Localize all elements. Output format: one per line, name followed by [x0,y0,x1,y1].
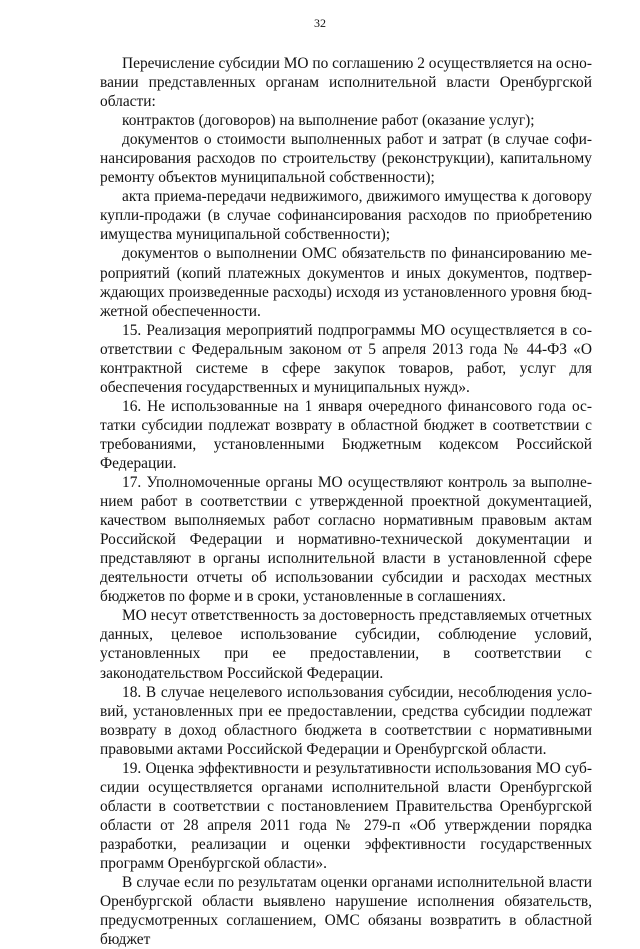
paragraph-item-15: 15. Реализация мероприятий подпрограммы МО осуществляется в соответствии с Федеральным законом от 5 апреля 2013 года № 44-ФЗ «О контрактной системе в сфере закупок товаров, работ, услуг для обеспечения государственных и муниципальных нужд». [100,321,592,396]
paragraph-responsibility: МО несут ответственность за достоверность представляемых отчетных данных, целевое использование субсидии, соблюдение условий, установленных при ее предоставлении, в соответствии с законодательством Российской Федерации. [100,607,592,682]
list-item-contracts: контрактов (договоров) на выполнение работ (оказание услуг); [122,112,535,130]
list-item-obligation-documents: документов о выполнении ОМС обязательств по финансированию мероприятий (копий платежных документов и иных документов, подтверждающих произведенные расходы) исходя из установленного уровня бюджетной обеспеченности. [100,245,592,320]
list-item-cost-documents: документов о стоимости выполненных работ и затрат (в случае софинансирования расходов по строительству (реконструкции), капитальному ремонту объектов муниципальной собственности); [100,131,592,187]
paragraph-item-18: 18. В случае нецелевого использования субсидии, несоблюдения условий, установленных при ее предоставлении, средства субсидии подлежат возврату в доход областного бюджета в соответствии с нормативными правовыми актами Российской Федерации и Оренбургской области. [100,683,592,758]
paragraph-violation: В случае если по результатам оценки органами исполнительной власти Оренбургской области выявлено нарушение исполнения обязательств, предусмотренных соглашением, ОМС обязаны возвратить в областной бюджет [100,874,592,949]
paragraph-item-19: 19. Оценка эффективности и результативности использования МО субсидии осуществляется органами исполнительной власти Оренбургской области в соответствии с постановлением Правительства Оренбургской области от 28 апреля 2011 года № 279-п «Об утверждении порядка разработки, реализации и оценки эффективности государственных программ Оренбургской области». [100,759,592,872]
paragraph-subsidy-transfer: Перечисление субсидии МО по соглашению 2 осуществляется на основании представленных органам исполнительной власти Оренбургской области: [100,55,593,111]
paragraph-item-17: 17. Уполномоченные органы МО осуществляют контроль за выполнением работ в соответствии с утвержденной проектной документацией, качеством выполняемых работ согласно нормативным правовым актам Российской Федерации и нормативно-технической документации и представляют в органы исполнительной власти в установленной сфере деятельности отчеты об использовании субсидии и расходах местных бюджетов по форме и в сроки, установленные в соглашениях. [100,474,592,606]
document-body [100,54,592,949]
list-item-transfer-act: акта приема-передачи недвижимого, движимого имущества к договору купли-продажи (в случае софинансирования расходов по приобретению имущества муниципальной собственности); [100,188,592,244]
paragraph-item-16: 16. Не использованные на 1 января очередного финансового года остатки субсидии подлежат возврату в областной бюджет в соответствии с требованиями, установленными Бюджетным кодексом Российской Федерации. [100,397,592,472]
page-number: 32 [314,16,326,30]
